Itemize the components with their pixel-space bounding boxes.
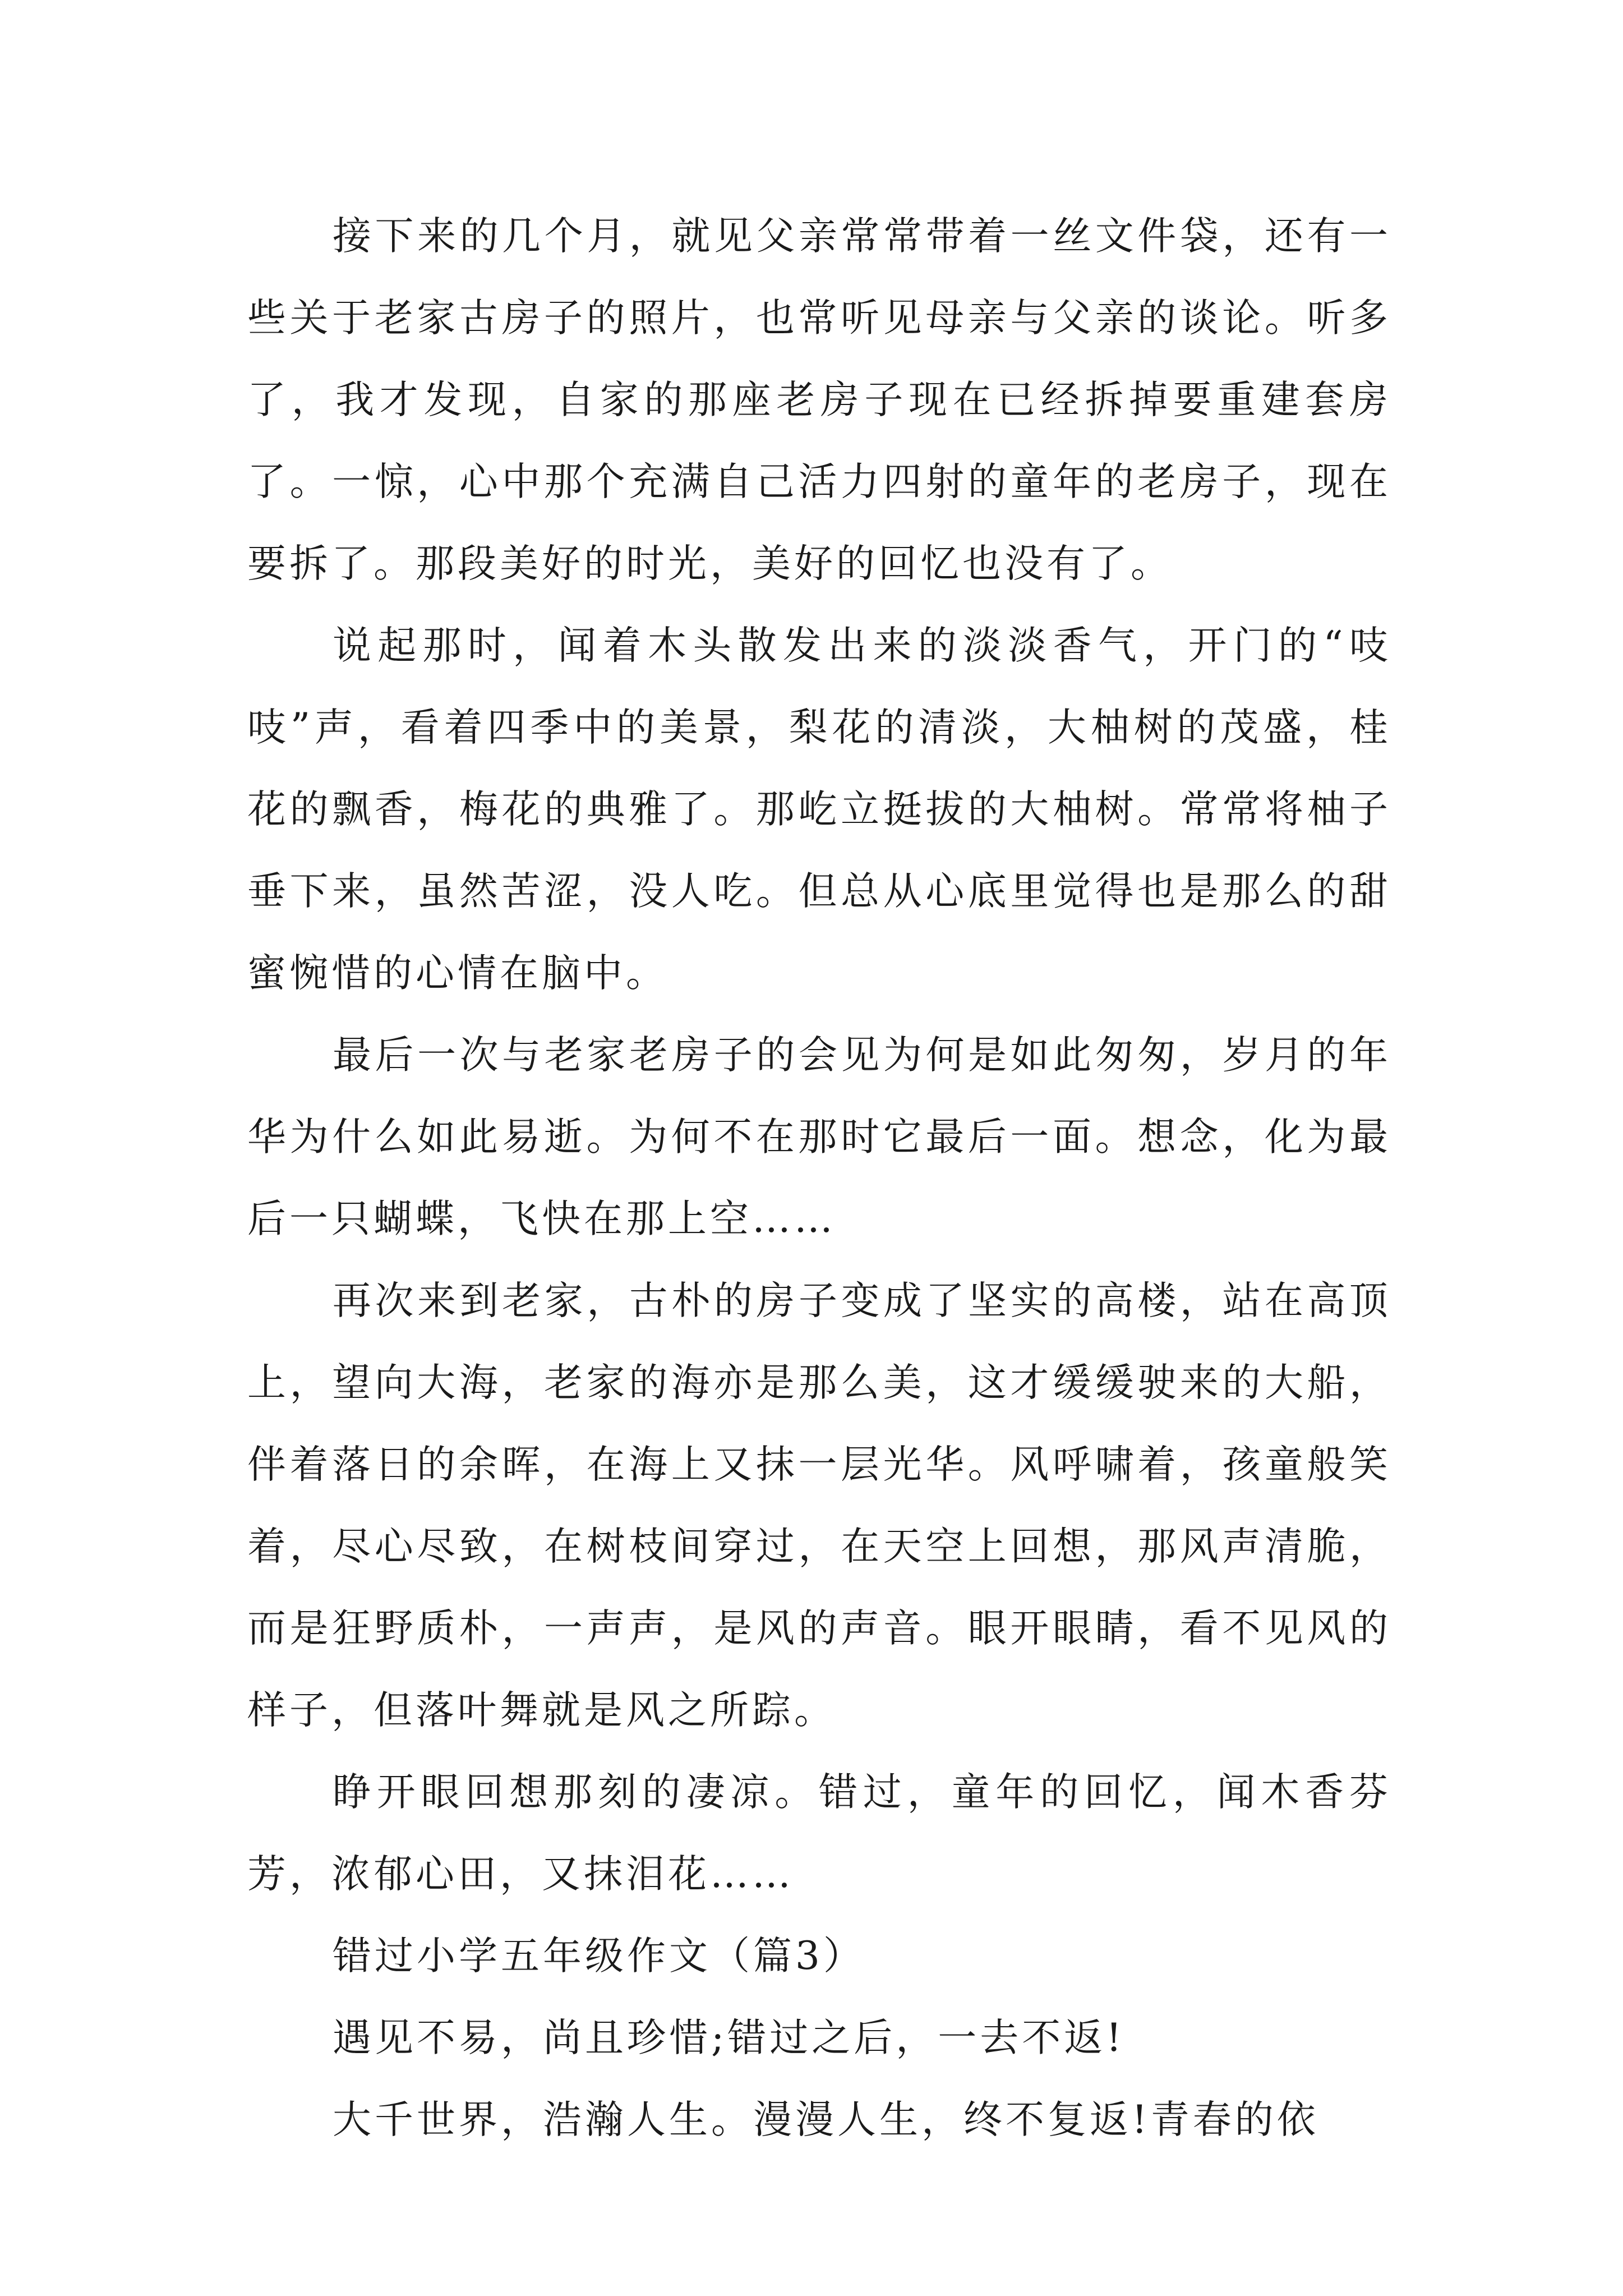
paragraph-3: 最后一次与老家老房子的会见为何是如此匆匆，岁月的年华为什么如此易逝。为何不在那时它最后一面。想念，化为最后一只蝴蝶，飞快在那上空……: [247, 1033, 1391, 1241]
paragraph-2: 说起那时，闻着木头散发出来的淡淡香气，开门的“吱吱”声，看着四季中的美景，梨花的清淡，大柚树的茂盛，桂花的飘香，梅花的典雅了。那屹立挺拔的大柚树。常常将柚子垂下来，虽然苦涩，没人吃。但总从心底里觉得也是那么的甜蜜惋惜的心情在脑中。: [247, 623, 1391, 996]
section-heading: 错过小学五年级作文（篇3）: [333, 1934, 865, 1978]
paragraph-7: 大千世界，浩瀚人生。漫漫人生，终不复返!青春的依: [333, 2097, 1319, 2142]
paragraph-1: 接下来的几个月，就见父亲常常带着一丝文件袋，还有一些关于老家古房子的照片，也常听见母亲与父亲的谈论。听多了，我才发现，自家的那座老房子现在已经拆掉要重建套房了。一惊，心中那个充满自己活力四射的童年的老房子，现在要拆了。那段美好的时光，美好的回忆也没有了。: [247, 214, 1391, 586]
document-body: [247, 195, 1391, 2161]
paragraph-6: 遇见不易，尚且珍惜;错过之后，一去不返!: [333, 2016, 1125, 2060]
paragraph-4: 再次来到老家，古朴的房子变成了坚实的高楼，站在高顶上，望向大海，老家的海亦是那么美，这才缓缓驶来的大船，伴着落日的余晖，在海上又抹一层光华。风呼啸着，孩童般笑着，尽心尽致，在树枝间穿过，在天空上回想，那风声清脆，而是狂野质朴，一声声，是风的声音。眼开眼睛，看不见风的样子，但落叶舞就是风之所踪。: [247, 1278, 1391, 1733]
paragraph-5: 睁开眼回想那刻的凄凉。错过，童年的回忆，闻木香芬芳，浓郁心田，又抹泪花……: [247, 1770, 1391, 1897]
